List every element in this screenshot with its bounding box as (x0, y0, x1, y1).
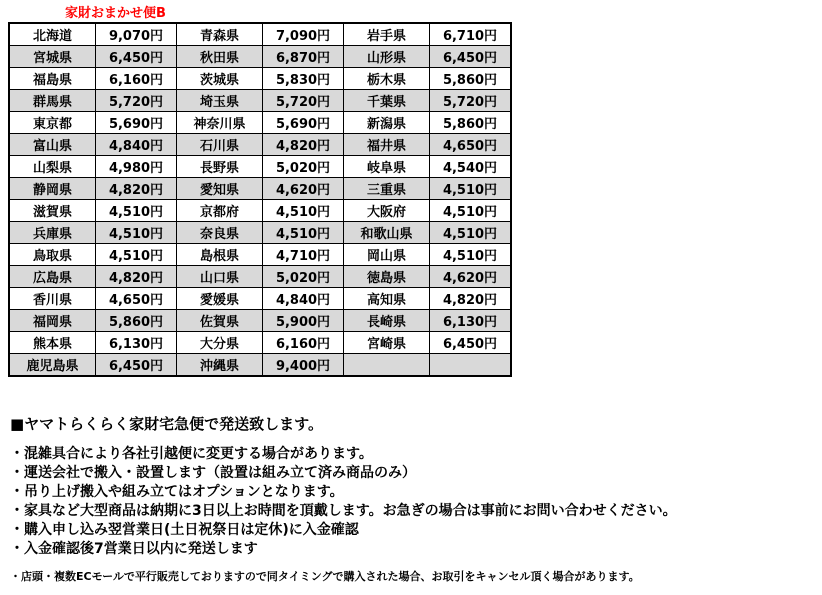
prefecture-cell: 大分県 (177, 332, 263, 354)
table-row (9, 332, 511, 354)
prefecture-cell: 愛媛県 (177, 288, 263, 310)
prefecture-cell: 埼玉県 (177, 90, 263, 112)
price-cell: 5,720円 (430, 90, 512, 112)
price-cell: 9,070円 (96, 23, 177, 46)
notes-section (10, 413, 810, 584)
price-cell: 5,690円 (96, 112, 177, 134)
price-cell: 5,720円 (263, 90, 344, 112)
note-bullet: ・購入申し込み翌営業日(土日祝祭日は定休)に入金確認 (10, 522, 359, 538)
table-row (9, 354, 511, 377)
prefecture-cell: 宮崎県 (344, 332, 430, 354)
price-cell: 5,690円 (263, 112, 344, 134)
price-cell: 4,510円 (430, 200, 512, 222)
prefecture-cell: 香川県 (9, 288, 96, 310)
price-cell: 4,820円 (263, 134, 344, 156)
table-row (9, 46, 511, 68)
price-cell: 6,130円 (430, 310, 512, 332)
price-cell: 4,510円 (430, 222, 512, 244)
price-cell: 6,160円 (96, 68, 177, 90)
price-cell: 4,510円 (430, 178, 512, 200)
table-row (9, 178, 511, 200)
prefecture-cell: 秋田県 (177, 46, 263, 68)
prefecture-cell: 長野県 (177, 156, 263, 178)
fee-table-body (9, 23, 511, 376)
price-cell: 7,090円 (263, 23, 344, 46)
price-cell: 6,160円 (263, 332, 344, 354)
prefecture-cell: 栃木県 (344, 68, 430, 90)
price-cell: 4,620円 (263, 178, 344, 200)
shipping-fee-table (8, 22, 512, 377)
notes-bullet-list (10, 445, 810, 559)
price-cell: 4,840円 (263, 288, 344, 310)
prefecture-cell: 鹿児島県 (9, 354, 96, 377)
table-row (9, 90, 511, 112)
price-cell: 5,860円 (96, 310, 177, 332)
prefecture-cell: 山口県 (177, 266, 263, 288)
prefecture-cell: 三重県 (344, 178, 430, 200)
price-cell (430, 354, 512, 377)
price-cell: 5,860円 (430, 112, 512, 134)
price-cell: 4,510円 (96, 200, 177, 222)
price-cell: 6,450円 (96, 354, 177, 377)
price-cell: 5,830円 (263, 68, 344, 90)
prefecture-cell: 和歌山県 (344, 222, 430, 244)
price-cell: 5,020円 (263, 266, 344, 288)
price-cell: 4,510円 (263, 200, 344, 222)
price-cell: 4,820円 (96, 266, 177, 288)
prefecture-cell: 鳥取県 (9, 244, 96, 266)
table-row (9, 134, 511, 156)
price-cell: 5,020円 (263, 156, 344, 178)
prefecture-cell: 大阪府 (344, 200, 430, 222)
note-bullet: ・入金確認後7営業日以内に発送します (10, 541, 258, 557)
price-cell: 4,540円 (430, 156, 512, 178)
prefecture-cell: 山形県 (344, 46, 430, 68)
price-cell: 5,900円 (263, 310, 344, 332)
prefecture-cell: 徳島県 (344, 266, 430, 288)
prefecture-cell: 東京都 (9, 112, 96, 134)
table-row (9, 288, 511, 310)
prefecture-cell: 千葉県 (344, 90, 430, 112)
prefecture-cell (344, 354, 430, 377)
price-cell: 4,710円 (263, 244, 344, 266)
note-bullet: ・混雑具合により各社引越便に変更する場合があります。 (10, 446, 373, 462)
price-cell: 4,840円 (96, 134, 177, 156)
table-row (9, 23, 511, 46)
prefecture-cell: 山梨県 (9, 156, 96, 178)
prefecture-cell: 岐阜県 (344, 156, 430, 178)
prefecture-cell: 福岡県 (9, 310, 96, 332)
prefecture-cell: 石川県 (177, 134, 263, 156)
table-row (9, 222, 511, 244)
notes-footnote: ・店頭・複数ECモールで平行販売しておりますので同タイミングで購入された場合、お取引をキャンセル頂く場合があります。 (10, 570, 640, 583)
price-cell: 4,650円 (96, 288, 177, 310)
note-bullet: ・運送会社で搬入・設置します（設置は組み立て済み商品のみ） (10, 465, 416, 481)
price-cell: 4,510円 (96, 244, 177, 266)
prefecture-cell: 神奈川県 (177, 112, 263, 134)
prefecture-cell: 宮城県 (9, 46, 96, 68)
price-cell: 4,510円 (96, 222, 177, 244)
prefecture-cell: 茨城県 (177, 68, 263, 90)
prefecture-cell: 愛知県 (177, 178, 263, 200)
prefecture-cell: 岡山県 (344, 244, 430, 266)
prefecture-cell: 新潟県 (344, 112, 430, 134)
price-cell: 6,130円 (96, 332, 177, 354)
shipping-plan-title: 家財おまかせ便B (65, 6, 166, 21)
price-cell: 4,650円 (430, 134, 512, 156)
price-cell: 6,450円 (430, 332, 512, 354)
price-cell: 6,450円 (96, 46, 177, 68)
price-cell: 4,510円 (263, 222, 344, 244)
table-row (9, 266, 511, 288)
prefecture-cell: 滋賀県 (9, 200, 96, 222)
prefecture-cell: 富山県 (9, 134, 96, 156)
price-cell: 6,450円 (430, 46, 512, 68)
table-row (9, 112, 511, 134)
price-cell: 4,620円 (430, 266, 512, 288)
prefecture-cell: 高知県 (344, 288, 430, 310)
prefecture-cell: 福井県 (344, 134, 430, 156)
note-bullet: ・吊り上げ搬入や組み立てはオプションとなります。 (10, 484, 344, 500)
price-cell: 4,980円 (96, 156, 177, 178)
prefecture-cell: 沖縄県 (177, 354, 263, 377)
price-cell: 6,870円 (263, 46, 344, 68)
prefecture-cell: 静岡県 (9, 178, 96, 200)
price-cell: 6,710円 (430, 23, 512, 46)
table-row (9, 310, 511, 332)
price-cell: 4,820円 (430, 288, 512, 310)
notes-heading: ■ヤマトらくらく家財宅急便で発送致します。 (10, 415, 323, 433)
price-cell: 4,510円 (430, 244, 512, 266)
table-row (9, 244, 511, 266)
prefecture-cell: 京都府 (177, 200, 263, 222)
prefecture-cell: 群馬県 (9, 90, 96, 112)
prefecture-cell: 北海道 (9, 23, 96, 46)
price-cell: 5,720円 (96, 90, 177, 112)
prefecture-cell: 奈良県 (177, 222, 263, 244)
price-cell: 9,400円 (263, 354, 344, 377)
prefecture-cell: 広島県 (9, 266, 96, 288)
table-row (9, 68, 511, 90)
prefecture-cell: 福島県 (9, 68, 96, 90)
table-row (9, 200, 511, 222)
table-row (9, 156, 511, 178)
prefecture-cell: 佐賀県 (177, 310, 263, 332)
prefecture-cell: 長崎県 (344, 310, 430, 332)
prefecture-cell: 島根県 (177, 244, 263, 266)
prefecture-cell: 兵庫県 (9, 222, 96, 244)
note-bullet: ・家具など大型商品は納期に3日以上お時間を頂戴します。お急ぎの場合は事前にお問い合わせください。 (10, 503, 677, 519)
price-cell: 5,860円 (430, 68, 512, 90)
price-cell: 4,820円 (96, 178, 177, 200)
prefecture-cell: 青森県 (177, 23, 263, 46)
prefecture-cell: 熊本県 (9, 332, 96, 354)
prefecture-cell: 岩手県 (344, 23, 430, 46)
